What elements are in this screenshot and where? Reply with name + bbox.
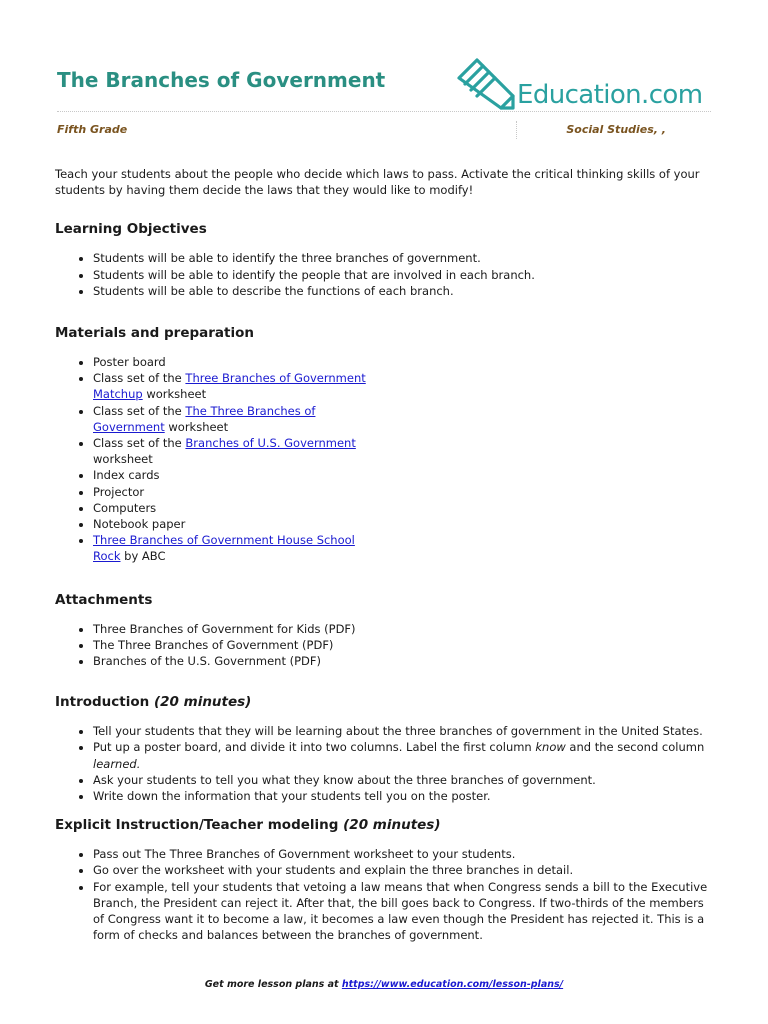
list-item: • Three Branches of Government House School Rock by ABC (93, 532, 373, 564)
introduction-list (55, 723, 715, 804)
list-item: • Pass out The Three Branches of Government worksheet to your students. (93, 846, 715, 862)
explicit-instruction-list (55, 846, 715, 943)
grade-label: Fifth Grade (57, 123, 128, 136)
explicit-instruction-heading: Explicit Instruction/Teacher modeling (20 minutes) (55, 817, 441, 834)
school-house-rock-link[interactable]: Three Branches of Government House School Rock (93, 533, 355, 564)
subject-label: Social Studies, , (566, 123, 666, 136)
materials-list (55, 354, 715, 565)
list-item: • Students will be able to describe the functions of each branch. (93, 283, 715, 299)
list-item: • For example, tell your students that vetoing a law means that when Congress sends a bill to the Executive Branch, the President can reject it. After that, the bill goes back to Congress. If two-thirds of the members of Congress want it to become a law, it becomes a law even though the President has rejected it. This is a form of checks and balances between the branches of government. (93, 879, 715, 944)
logo-wordmark: Education.com (517, 80, 703, 110)
list-item: • Ask your students to tell you what they know about the three branches of government. (93, 772, 715, 788)
list-item: • Three Branches of Government for Kids (PDF) (93, 621, 715, 637)
matchup-worksheet-link[interactable]: Three Branches of Government Matchup (93, 371, 366, 402)
three-branches-worksheet-link[interactable]: The Three Branches of Government (93, 403, 316, 434)
attachments-heading: Attachments (55, 591, 153, 608)
list-item: • Notebook paper (93, 516, 373, 532)
lesson-content (55, 166, 715, 944)
list-item: • Go over the worksheet with your students and explain the three branches in detail. (93, 862, 715, 878)
introduction-heading: Introduction (20 minutes) (55, 694, 252, 711)
us-government-worksheet-link[interactable]: Branches of U.S. Government (185, 436, 356, 451)
list-item: • Class set of the Three Branches of Government Matchup worksheet (93, 370, 373, 402)
list-item: • Index cards (93, 467, 373, 483)
list-item: • Tell your students that they will be learning about the three branches of government in the United States. (93, 723, 715, 739)
footer: Get more lesson plans at https://www.education.com/lesson-plans/ (204, 979, 564, 990)
page-title: The Branches of Government (57, 68, 386, 92)
intro-paragraph: Teach your students about the people who decide which laws to pass. Activate the critical thinking skills of your students by having them decide the laws that they would like to modify! (55, 167, 700, 198)
explicit-duration: (20 minutes) (343, 817, 441, 834)
list-item: • Projector (93, 484, 373, 500)
objectives-list (55, 250, 715, 299)
list-item: • Class set of the Branches of U.S. Government worksheet (93, 435, 373, 467)
list-item: • Students will be able to identify the people that are involved in each branch. (93, 267, 715, 283)
meta-separator (516, 121, 517, 139)
list-item: • Write down the information that your students tell you on the poster. (93, 788, 715, 804)
list-item: • Put up a poster board, and divide it into two columns. Label the first column know and the second column learned. (93, 739, 715, 771)
header-divider (57, 111, 711, 112)
objectives-heading: Learning Objectives (55, 221, 207, 238)
list-item: • Poster board (93, 354, 373, 370)
attachments-list (55, 621, 715, 670)
lesson-plans-link[interactable]: https://www.education.com/lesson-plans/ (341, 979, 564, 990)
education-logo[interactable] (455, 56, 717, 112)
introduction-duration: (20 minutes) (153, 694, 252, 711)
list-item: • Branches of the U.S. Government (PDF) (93, 653, 715, 669)
list-item: • Students will be able to identify the three branches of government. (93, 250, 715, 266)
list-item: • The Three Branches of Government (PDF) (93, 637, 715, 653)
materials-heading: Materials and preparation (55, 325, 254, 342)
pencil-logo-icon (455, 56, 517, 112)
list-item: • Computers (93, 500, 373, 516)
list-item: • Class set of the The Three Branches of Government worksheet (93, 403, 373, 435)
